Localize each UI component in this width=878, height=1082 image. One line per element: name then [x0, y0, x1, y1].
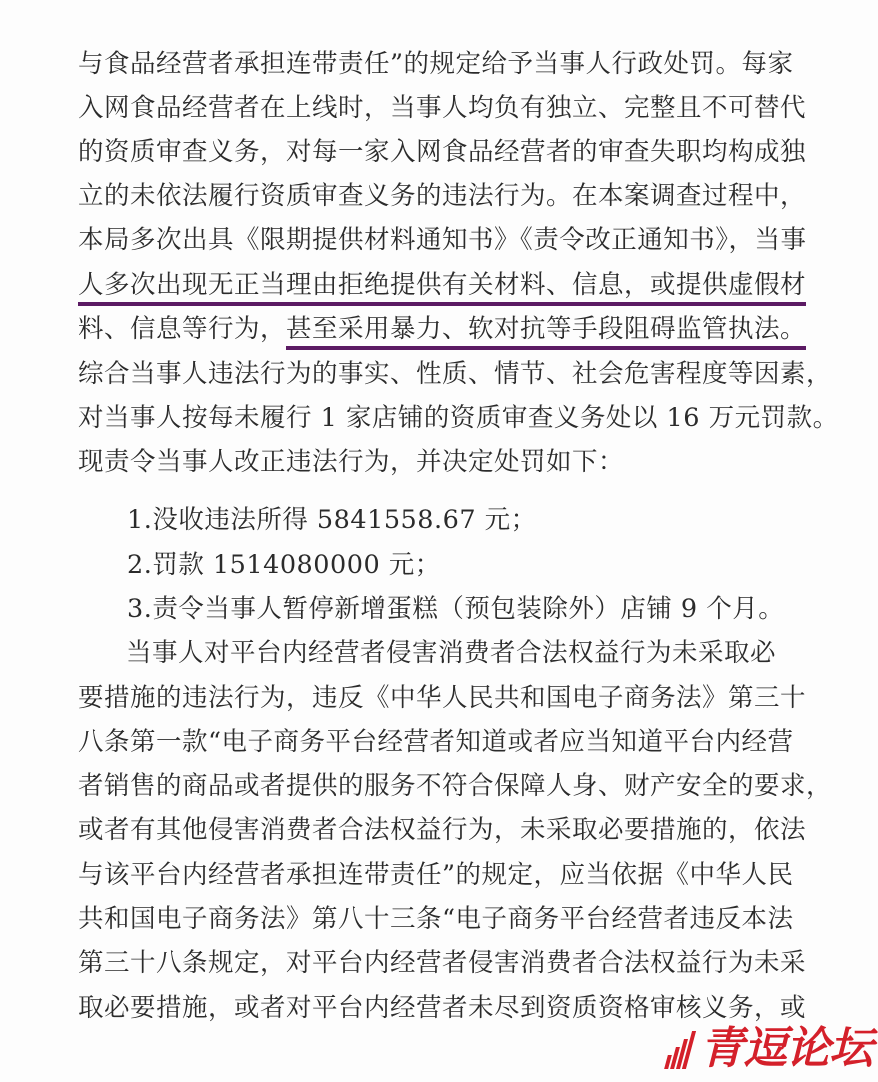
document-line	[0, 86, 878, 130]
document-line	[0, 218, 878, 262]
line-text: 本局多次出具《限期提供材料通知书》《责令改正通知书》，当事	[78, 225, 807, 255]
highlighted-text: 甚至采用暴力、软对抗等手段阻碍监管执法。	[286, 314, 806, 350]
line-text: 立的未依法履行资质审查义务的违法行为。在本案调查过程中，	[78, 181, 807, 211]
line-text: 与该平台内经营者承担连带责任”的规定，应当依据《中华人民	[78, 860, 794, 890]
highlighted-text: 人多次出现无正当理由拒绝提供有关材料、信息，或提供虚假材	[78, 270, 806, 306]
document-line	[0, 498, 878, 542]
document-line	[0, 631, 878, 675]
line-text: 对当事人按每未履行 1 家店铺的资质审查义务处以 16 万元罚款。	[78, 403, 839, 433]
document-line	[0, 587, 878, 631]
line-text: 与食品经营者承担连带责任”的规定给予当事人行政处罚。每家	[78, 49, 794, 79]
document-line	[0, 396, 878, 440]
document-line	[0, 352, 878, 396]
line-text: 料、信息等行为，	[78, 314, 287, 344]
document-line	[0, 42, 878, 86]
document-line	[0, 130, 878, 174]
document-line	[0, 307, 878, 351]
document-line	[0, 941, 878, 985]
document-line	[0, 720, 878, 764]
document-line	[0, 543, 878, 587]
document-line	[0, 764, 878, 808]
document-line	[0, 174, 878, 218]
document-line	[0, 853, 878, 897]
line-text: 共和国电子商务法》第八十三条“电子商务平台经营者违反本法	[78, 904, 794, 934]
document-line	[0, 897, 878, 941]
document-line	[0, 263, 878, 307]
line-text: 当事人对平台内经营者侵害消费者合法权益行为未采取必	[126, 638, 777, 668]
document-line	[0, 440, 878, 484]
line-text: 综合当事人违法行为的事实、性质、情节、社会危害程度等因素，	[78, 359, 833, 389]
line-text: 八条第一款“电子商务平台经营者知道或者应当知道平台内经营	[78, 727, 794, 757]
line-text: 1.没收违法所得 5841558.67 元；	[127, 505, 537, 535]
line-text: 3.责令当事人暂停新增蛋糕（预包装除外）店铺 9 个月。	[127, 594, 785, 624]
line-text: 者销售的商品或者提供的服务不符合保障人身、财产安全的要求，	[78, 771, 833, 801]
watermark-bars-icon	[666, 1029, 694, 1069]
document-line	[0, 676, 878, 720]
line-text: 现责令当事人改正违法行为，并决定处罚如下：	[78, 447, 625, 477]
watermark-text: 青逗论坛	[700, 1023, 872, 1074]
document-line	[0, 808, 878, 852]
line-text: 的资质审查义务，对每一家入网食品经营者的审查失职均构成独	[78, 137, 807, 167]
line-text: 第三十八条规定，对平台内经营者侵害消费者合法权益行为未采	[78, 948, 807, 978]
forum-watermark	[666, 1020, 872, 1078]
line-text: 入网食品经营者在上线时，当事人均负有独立、完整且不可替代	[78, 93, 807, 123]
line-text: 取必要措施，或者对平台内经营者未尽到资质资格审核义务，或	[78, 993, 807, 1023]
line-text: 要措施的违法行为，违反《中华人民共和国电子商务法》第三十	[78, 683, 807, 713]
line-text: 或者有其他侵害消费者合法权益行为，未采取必要措施的，依法	[78, 815, 807, 845]
line-text: 2.罚款 1514080000 元；	[127, 550, 441, 580]
